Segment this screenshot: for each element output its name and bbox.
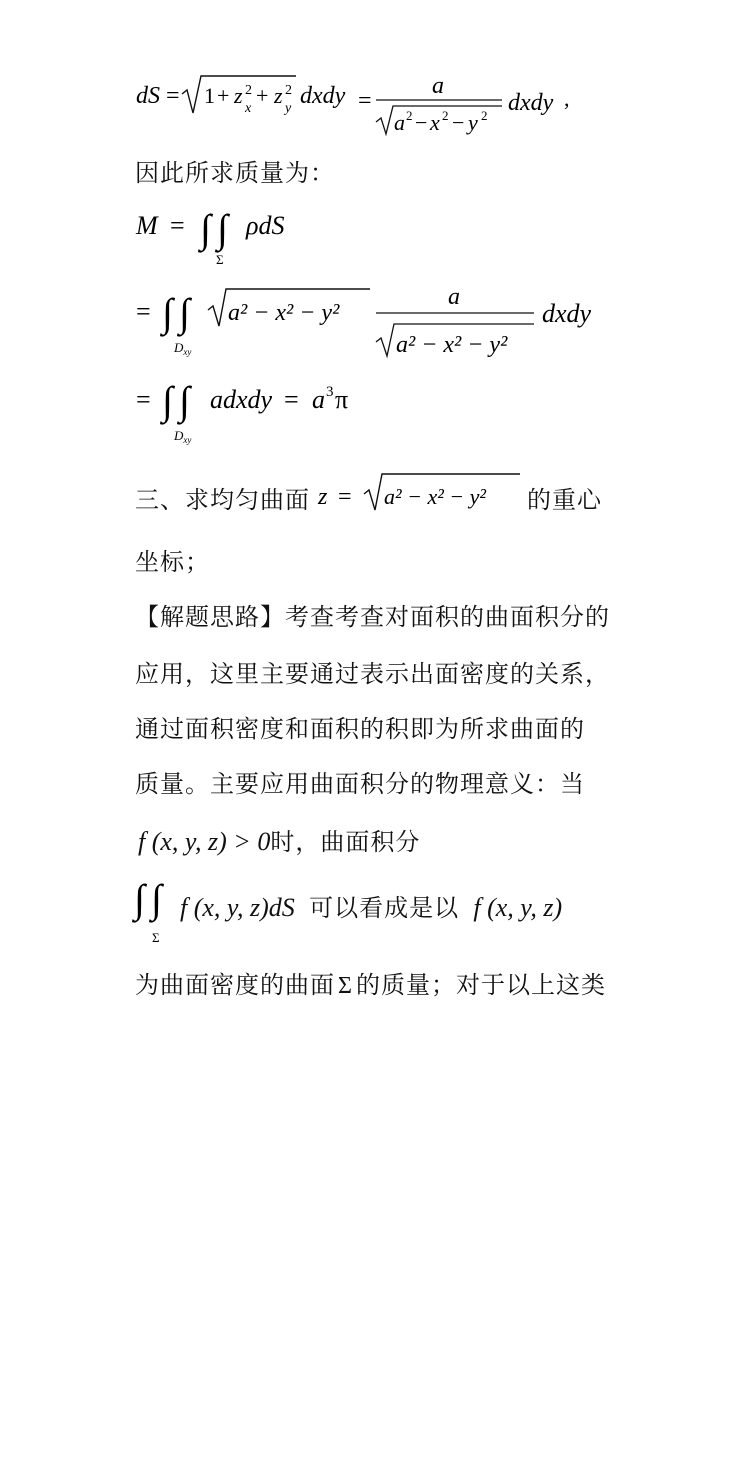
analysis-line-3: 通过面积密度和面积的积即为所求曲面的 [135,715,585,743]
m1-lhs: M [136,211,158,240]
ds-z1: z [234,83,243,108]
condition-text: 时，曲面积分 [270,828,421,856]
ds-den-sq1: 2 [406,108,413,123]
p3-root-content: a² − x² − y² [384,484,487,509]
m2-root-content: a² − x² − y² [228,300,340,326]
ds-suby: y [285,101,292,116]
problem3-suffix: 的重心 [527,486,602,514]
m3-integral-1: ∫ [162,378,173,423]
si-text: 可以看成是以 [309,894,460,922]
formula-ds [130,70,610,150]
si-integral-2: ∫ [151,876,162,921]
ds-sq1: 2 [245,83,252,98]
ds-dxdy-2: dxdy [508,90,554,116]
ds-den-a: a [394,110,405,135]
ds-dxdy-1: dxdy [300,83,346,109]
ds-den-y: y [468,110,478,135]
m2-frac-num: a [448,284,460,310]
m2-integral-1: ∫ [162,290,173,335]
ds-z2: z [274,83,283,108]
ds-den-minus2: − [452,110,465,135]
m1-integral-2: ∫ [217,206,228,251]
ds-lhs: dS [136,83,160,109]
si-region: Σ [152,930,160,945]
m1-integral-1: ∫ [200,206,211,251]
si-integral-1: ∫ [134,876,145,921]
ds-den-minus1: − [415,110,428,135]
ds-sq2: 2 [285,83,292,98]
si-density: f (x, y, z) [473,893,563,922]
problem3-formula [312,468,524,518]
m2-eq: = [136,297,151,326]
m3-result-pi: π [335,385,349,414]
mass-line-2 [130,280,610,362]
p3-z: z [318,484,328,510]
condition-expr: f (x, y, z) > 0 [138,827,271,856]
m3-eq: = [136,385,151,414]
ds-comma: , [564,86,570,111]
final-suffix: 的质量；对于以上这类 [355,971,606,999]
final-line [135,965,606,1000]
condition-line [138,822,420,857]
ds-root-one: 1 [204,83,215,108]
mass-line-3 [130,370,450,452]
m1-region: Σ [216,252,224,267]
m1-eq: = [170,211,185,240]
surface-integral-line [180,888,562,923]
ds-plus-2: + [256,83,269,108]
si-integrand: f (x, y, z)dS [180,893,295,922]
m3-result-a: a [312,385,325,414]
m3-integral-2: ∫ [179,378,190,423]
mass-intro-text: 因此所求质量为： [135,159,335,187]
ds-den-x: x [430,110,440,135]
ds-den-sq3: 2 [481,108,488,123]
m3-region: $D_{xy}$ [174,428,192,445]
ds-eq-2: = [358,88,372,114]
ds-subx: x [245,101,252,116]
ds-eq: = [166,83,180,109]
final-prefix: 为曲面密度的曲面 [135,971,335,999]
mass-line-1 [130,200,430,272]
m3-integrand: adxdy [210,385,273,414]
m2-region: $D_{xy}$ [174,340,192,357]
m3-result-exp: 3 [326,384,334,400]
surface-integral-symbol [132,862,182,952]
m1-integrand: ρdS [246,211,285,240]
problem3-prefix: 三、求均匀曲面 [135,486,310,514]
m2-frac-den: a² − x² − y² [396,332,508,358]
final-sigma: Σ [338,973,353,999]
ds-den-sq2: 2 [442,108,449,123]
analysis-line-1: 【解题思路】考查考查对面积的曲面积分的 [135,603,610,631]
problem3-line2: 坐标； [135,548,210,576]
analysis-line-2: 应用，这里主要通过表示出面密度的关系， [135,660,610,688]
m3-result-eq: = [284,385,299,414]
m2-diff: dxdy [542,299,592,328]
analysis-line-4: 质量。主要应用曲面积分的物理意义：当 [135,770,585,798]
ds-plus-1: + [217,83,230,108]
p3-eq: = [338,484,352,510]
ds-frac-num: a [432,73,444,99]
m2-integral-2: ∫ [179,290,190,335]
